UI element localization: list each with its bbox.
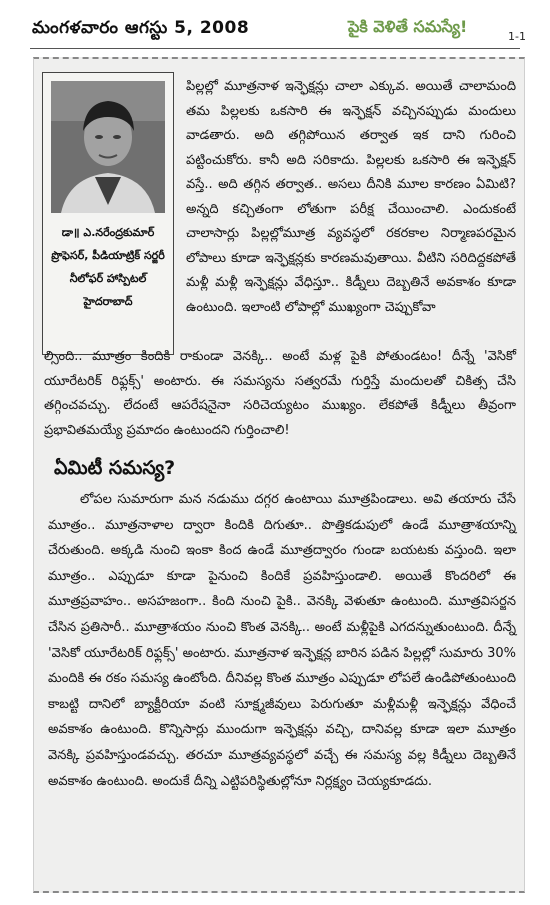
author-name: డా॥ ఎ.నరేంద్రకుమార్	[61, 226, 155, 239]
article-intro-continuation: ల్సింది.. మూత్రం కిందికి రాకుండా వెనక్కి.. అంటే మళ్ల పైకి పోతుండటం! దీన్నే 'వెసికో యూరేటరిక్ రిఫ్లక్స్' అంటారు. ఈ సమస్యను సత్వరమే గుర్తిస్తే మందులతో చికిత్స చేసి తగ్గించవచ్చు. లేదంటే ఆపరేషనైనా సరిచెయ్యటం ముఖ్యం. లేకపోతే కిడ్నీలు తీవ్రంగా ప్రభావితమయ్యే ప్రమాదం ఉంటుందని గుర్తించాలి!	[44, 349, 516, 438]
header-date: మంగళవారం ఆగస్టు 5, 2008	[32, 18, 250, 38]
author-portrait-icon	[51, 81, 165, 213]
article-body-paragraph: లోపల సుమారుగా మన నడుము దగ్గర ఉంటాయి మూత్రపిండాలు. అవి తయారు చేసే మూత్రం.. మూత్రనాళాల ద్వారా కిందికి దిగుతూ.. పొత్తికడుపులో ఉండే మూత్రాశయాన్ని చేరుతుంది. అక్కడి నుంచి ఇంకా కింద ఉండే మూత్రద్వారం గుండా బయటకు వస్తుంది. ఇలా మూత్రం.. ఎప్పుడూ కూడా పైనుంచి కిందికే ప్రవహిస్తుండాలి. అయితే కొందరిలో ఈ మూత్రప్రవాహం.. అసహజంగా.. కింది నుంచి పైకి.. వెనక్కి వెళుతూ ఉంటుంది. మూత్రవిసర్జన చేసిన ప్రతిసారీ.. మూత్రాశయం నుంచి కొంత వెనక్కి.. అంటే మళ్లీపైకి ఎగదన్నుతుంటుంది. దీన్నే 'వెసికో యూరేటరిక్ రిఫ్లక్స్' అంటారు. మూత్రనాళ ఇన్ఫెక్షన్ల బారిన పడిన పిల్లల్లో సుమారు 30% మందికి ఈ రకం సమస్య ఉంటోంది. దీనివల్ల కొంత మూత్రం ఎప్పుడూ లోపలే ఉండిపోతుంటుంది కాబట్టి దానిలో బ్యాక్టీరియా వంటి సూక్ష్మజీవులు పెరుగుతూ మళ్లీమళ్లీ ఇన్ఫెక్షన్లు వేధించే అవకాశం ఉంటుంది. కొన్నిసార్లు ముందుగా ఇన్ఫెక్షన్లు వచ్చి, దానివల్ల కూడా ఇలా మూత్రం వెనక్కి ప్రవహిస్తుండవచ్చు. తరచూ మూత్రవ్యవస్థలో వచ్చే ఈ సమస్య వల్ల కిడ్నీలు దెబ్బతినే అవకాశం ఉంటుంది. అందుకే దీన్ని ఎట్టిపరిస్థితుల్లోనూ నిర్లక్ష్యం చెయ్యకూడదు.	[48, 492, 516, 789]
author-caption	[47, 221, 169, 313]
section-heading: ఏమిటీ సమస్య?	[54, 457, 176, 479]
author-city: హైదరాబాద్	[83, 295, 133, 308]
header-headline: పైకి వెళితే సమస్యే!	[348, 17, 468, 36]
page-number: 1-1	[508, 30, 526, 43]
author-title: ప్రొఫెసర్, పీడియాట్రిక్ సర్జరీ	[51, 249, 165, 262]
author-photo	[51, 81, 165, 213]
header-rule	[30, 48, 520, 49]
article-intro-paragraph: పిల్లల్లో మూత్రనాళ ఇన్ఫెక్షన్లు చాలా ఎక్కువ. అయితే చాలామంది తమ పిల్లలకు ఒకసారి ఈ ఇన్ఫెక్షన్ వచ్చినప్పుడు మందులు వాడతారు. అది తగ్గిపోయిన తర్వాత ఇక దాని గురించి పట్టించుకోరు. కానీ అది సరికాదు. పిల్లలకు ఒకసారి ఈ ఇన్ఫెక్షన్ వస్తే.. అది తగ్గిన తర్వాత.. అసలు దీనికి మూల కారణం ఏమిటి? అన్నది కచ్చితంగా లోతుగా పరీక్ష చేయించాలి. ఎందుకంటే చాలాసార్లు పిల్లల్లోమూత్ర వ్యవస్థలో రకరకాల నిర్మాణపరమైన లోపాలు కూడా ఇన్ఫెక్షన్లకు కారణమవుతాయి. వీటిని సరిదిద్దకపోతే మళ్లీ మళ్లీ ఇన్ఫెక్షన్లు వేధిస్తూ.. కిడ్నీలు దెబ్బతినే అవకాశం కూడా ఉంటుంది. ఇలాంటి లోపాల్లో ముఖ్యంగా చెప్పుకోవా	[186, 79, 516, 315]
article-clipping	[33, 57, 525, 893]
author-hospital: నీలోఫర్ హాస్పిటల్	[69, 272, 147, 285]
author-photo-box	[42, 72, 174, 355]
